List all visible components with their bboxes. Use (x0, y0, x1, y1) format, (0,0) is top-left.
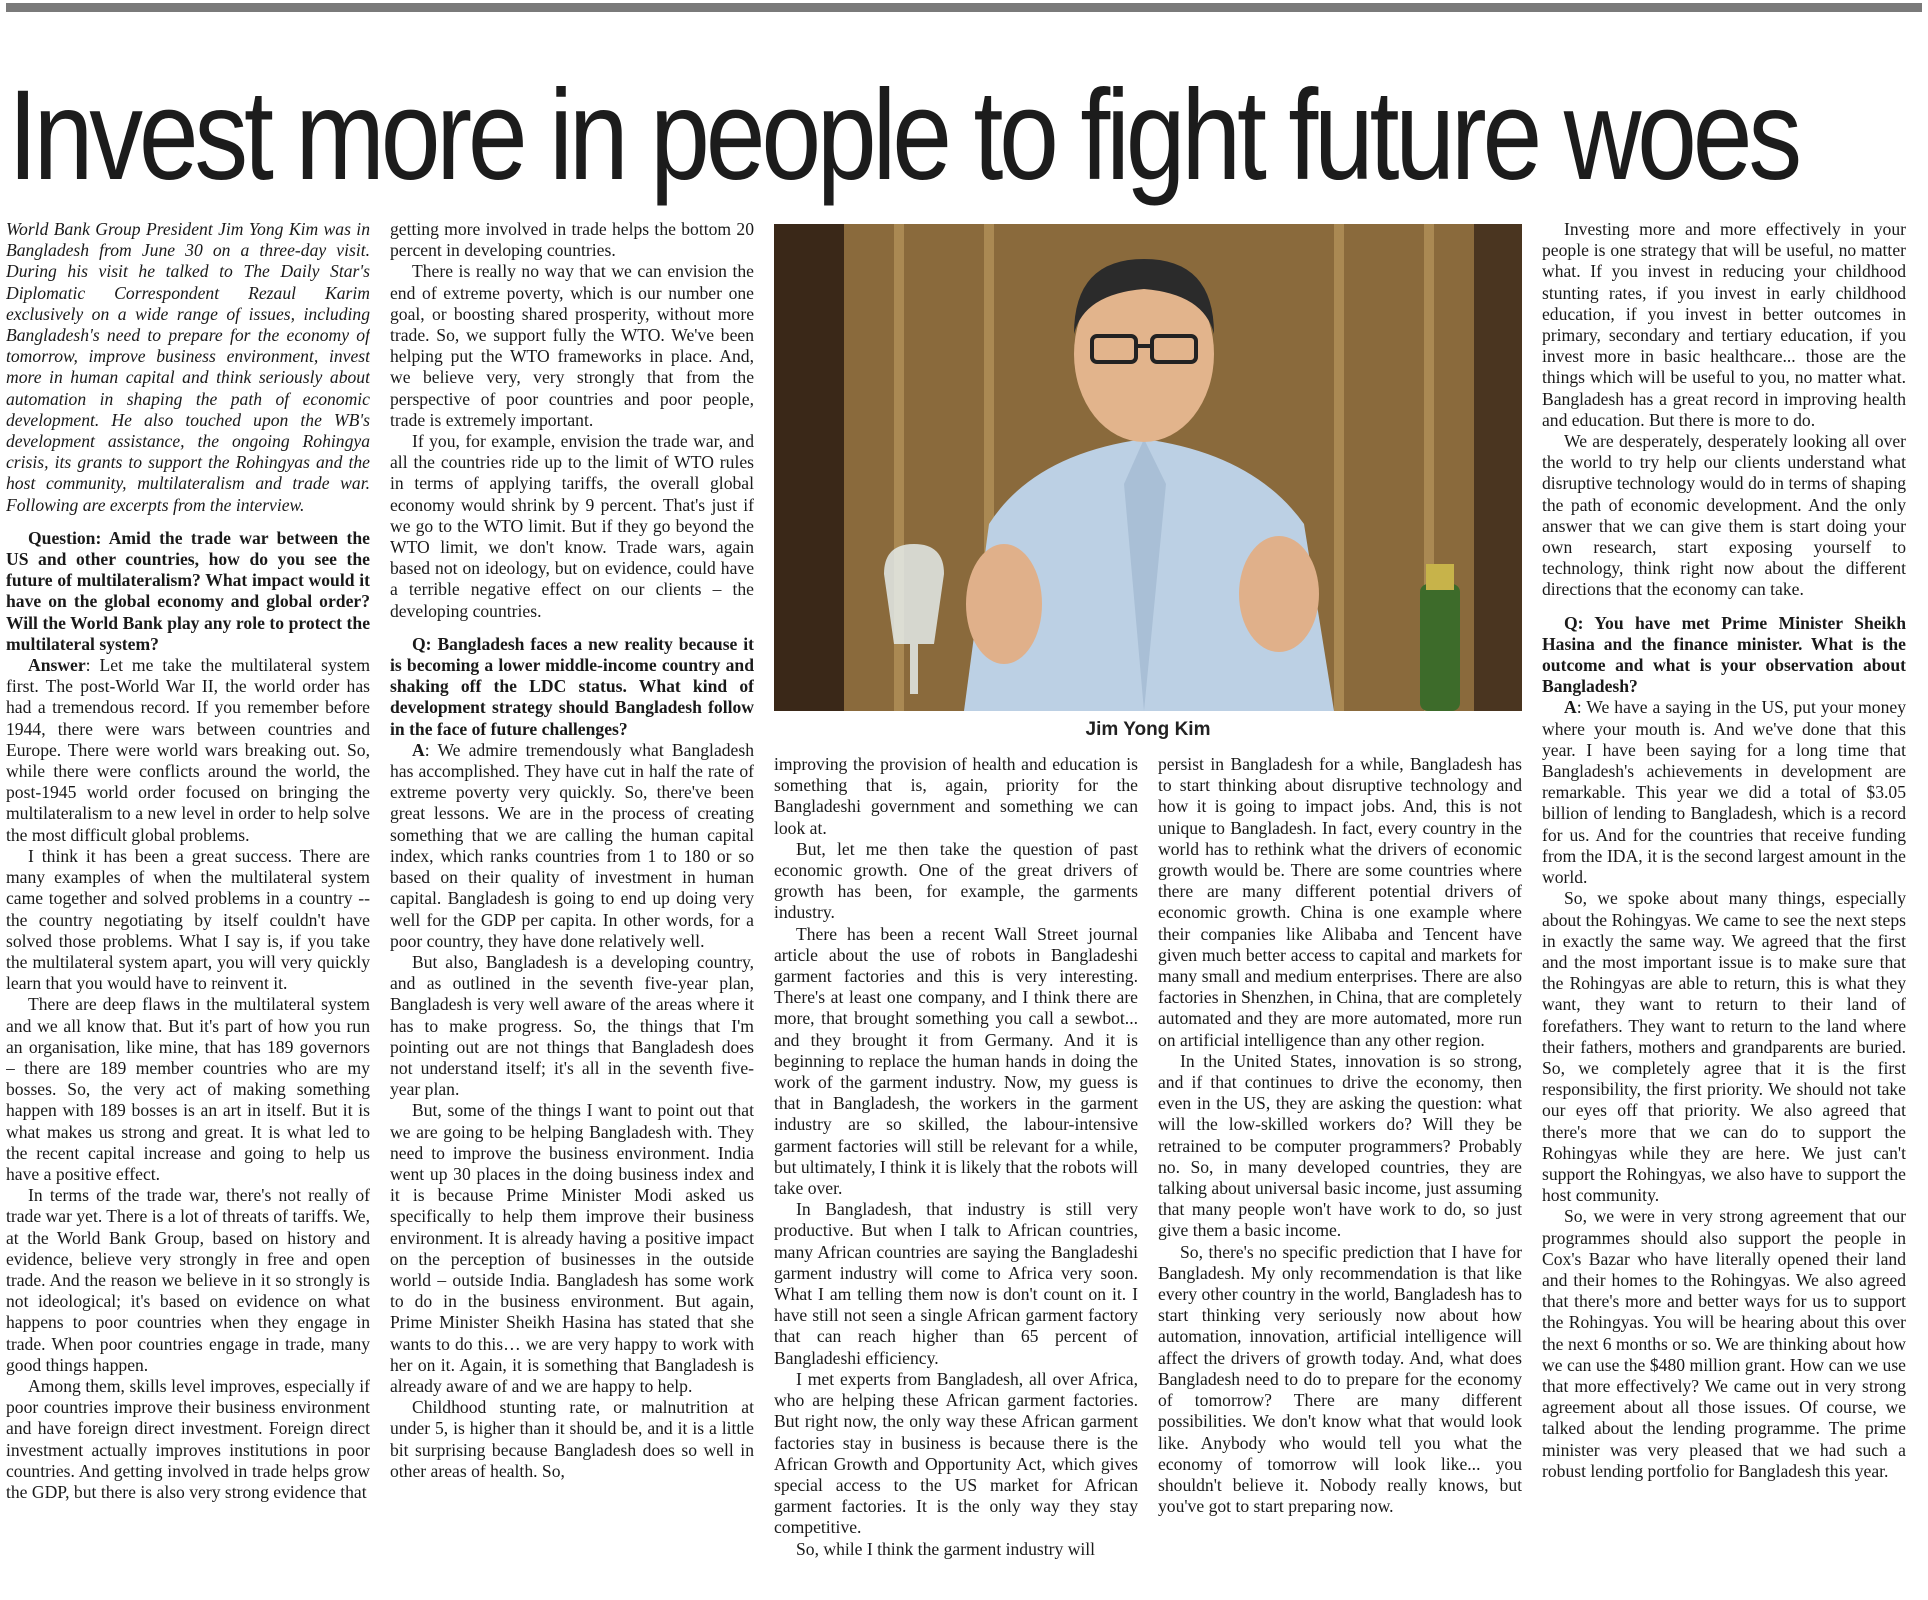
body-paragraph: If you, for example, envision the trade war, and all the countries ride up to the limit of WTO rules in terms of applying tariffs, the overall global economy would shrink by 9 percent. That's just if we go to the WTO limit. But if they go beyond the WTO limit, we don't know. Trade wars, again based not on ideology, but on evidence, could have a terrible negative effect on our clients – the developing countries. (390, 431, 754, 621)
answer-label: A (412, 739, 425, 760)
answer-text: : Let me take the multilateral system first. The post-World War II, the world order has had a tremendous record. If you remember before 1944, there were wars between countries and Europe. There were world wars breaking out. So, while there were conflicts around the world, the post-1945 world order focused on bringing the multilateralism to a new level in order to help solve the most difficult global problems. (6, 655, 370, 845)
portrait-illustration (774, 224, 1522, 711)
body-paragraph: But, some of the things I want to point out that we are going to be helping Bangladesh with. They need to improve the business environment. India went up 30 places in the doing business index and it is because Prime Minister Modi asked us specifically to help them improve their business environment. It is already having a positive impact on the perception of businesses in the outside world – outside India. Bangladesh has some work to do in the business environment. But again, Prime Minister Sheikh Hasina has stated that she wants to do this… we are very happy to work with her on it. Again, it is something that Bangladesh is already aware of and we are happy to help. (390, 1100, 754, 1396)
article-column-1 (6, 219, 370, 1597)
answer-paragraph (1542, 697, 1906, 888)
answer-text: : We have a saying in the US, put your money where your mouth is. And we've done that this year. I have been saying for a long time that Bangladesh's achievements in development are remarkable. This year we did a total of $3.05 billion of lending to Bangladesh, which is a record for us. And for the countries that receive funding from the IDA, it is the second largest amount in the world. (1542, 697, 1906, 888)
continued-paragraph: getting more involved in trade helps the bottom 20 percent in developing countries. (390, 219, 754, 261)
answer-label: Answer (28, 655, 86, 676)
answer-paragraph (390, 740, 754, 952)
body-paragraph: But, let me then take the question of past economic growth. One of the great drivers of growth has been, for example, the garments industry. (774, 838, 1138, 923)
body-paragraph: Among them, skills level improves, especially if poor countries improve their business environment and have foreign direct investment. Foreign direct investment actually improves institutions in poor countries. And getting involved in trade helps grow the GDP, but there is also very strong evidence that (6, 1375, 370, 1502)
body-paragraph: In terms of the trade war, there's not really of trade war yet. There is a lot of threats of tariffs. We, at the World Bank Group, based on history and evidence, believe very strongly in free and open trade. And the reason we believe in it so strongly is not ideological; it's based on evidence on what happens to poor countries when they engage in trade. When poor countries engage in trade, many good things happen. (6, 1185, 370, 1375)
body-paragraph: There has been a recent Wall Street journal article about the use of robots in Bangladeshi garment factories and this is very interesting. There's at least one company, and I think there are more, that brought something you call a sewbot... and they brought it from Germany. And it is beginning to replace the human hands in doing the work of the garment industry. Now, my guess is that in Bangladesh, the workers in the garment industry are so skilled, the labour-intensive garment factories will still be relevant for a while, but ultimately, I think it is likely that the robots will take over. (774, 923, 1138, 1199)
body-paragraph: I met experts from Bangladesh, all over Africa, who are helping these African garment factories. But right now, the only way these African garment factories stay in business is because there is the African Growth and Opportunity Act, which gives special access to the US market for African garment factories. It is the only way they stay competitive. (774, 1368, 1138, 1538)
article-column-2 (390, 219, 754, 1597)
continued-paragraph: persist in Bangladesh for a while, Bangladesh has to start thinking about disruptive technology and how it is going to impact jobs. And, this is not unique to Bangladesh. In fact, every country in the world has to rethink what the drivers of economic growth would be. There are some countries where there are many different potential drivers of economic growth. China is one example where their companies like Alibaba and Tencent have given much better access to capital and markets for many small and medium enterprises. There are also factories in Shenzhen, in China, that are completely automated and they are more automated, more run on artificial intelligence than any other region. (1158, 754, 1522, 1050)
article-column-4 (1158, 754, 1522, 1597)
question-paragraph: Question: Amid the trade war between the US and other countries, how do you see the future of multilateralism? What impact would it have on the global economy and global order? Will the World Bank play any role to protect the multilateral system? (6, 527, 370, 654)
interview-photo (774, 224, 1522, 711)
top-rule (6, 3, 1922, 12)
body-paragraph: So, we were in very strong agreement that our programmes should also support the people in Cox's Bazar who have literally opened their land and their homes to the Rohingyas. We also agreed that there's more and better ways for us to support the Rohingyas. You will be hearing about this over the next 6 months or so. We are thinking about how we can use the $480 million grant. How can we use that more effectively? We came out in very strong agreement about all those issues. Of course, we talked about the lending programme. The prime minister was very pleased that we had such a robust lending portfolio for Bangladesh this year. (1542, 1206, 1906, 1481)
body-paragraph: So, we spoke about many things, especially about the Rohingyas. We came to see the next steps in exactly the same way. We agreed that the first and the most important issue is to make sure that the Rohingyas are able to return, this is what they want, they want to return to their land of forefathers. They want to return to the land where their fathers, mothers and grandparents are buried. So, we completely agree that it is the first responsibility, the first priority. We should not take our eyes off that priority. We also agreed that there's more that we can do to support the Rohingyas while they are here. We just can't support the Rohingyas, we also have to support the host community. (1542, 888, 1906, 1206)
answer-text: : We admire tremendously what Bangladesh has accomplished. They have cut in half the rate of extreme poverty very quickly. So, there've been great lessons. We are in the process of creating something that we are calling the human capital index, which ranks countries from 1 to 180 or so based on their quality of investment in human capital. Bangladesh is going to end up doing very well for the GDP per capita. In other words, for a poor country, they have done relatively well. (390, 739, 754, 951)
article-column-3 (774, 754, 1138, 1597)
body-paragraph: Childhood stunting rate, or malnutrition at under 5, is higher than it should be, and it is a little bit surprising because Bangladesh does so well in other areas of health. So, (390, 1397, 754, 1481)
body-paragraph: There is really no way that we can envision the end of extreme poverty, which is our number one goal, or boosting shared prosperity, without more trade. So, we support fully the WTO. We've been helping put the WTO frameworks in place. And, we believe very, very strongly that from the perspective of poor countries and poor people, trade is extremely important. (390, 261, 754, 430)
photo-caption: Jim Yong Kim (1085, 719, 1211, 740)
body-paragraph: There are deep flaws in the multilateral system and we all know that. But it's part of how you run an organisation, like mine, that has 189 governors – there are 189 member countries who are my bosses. So, the very act of making something happen with 189 bosses is an art in itself. But it is what makes us strong and great. It is what led to the recent capital increase and going to help us have a positive effect. (6, 994, 370, 1184)
intro-paragraph: World Bank Group President Jim Yong Kim was in Bangladesh from June 30 on a three-day visit. During his visit he talked to The Daily Star's Diplomatic Correspondent Rezaul Karim exclusively on a wide range of issues, including Bangladesh's need to prepare for the economy of tomorrow, improve business environment, invest more in human capital and think seriously about automation in shaping the path of economic development. He also touched upon the WB's development assistance, the ongoing Rohingya crisis, its grants to support the Rohingyas and the host community, multilateralism and trade war. Following are excerpts from the interview. (6, 219, 370, 515)
body-paragraph: Investing more and more effectively in your people is one strategy that will be useful, no matter what. If you invest in reducing your childhood stunting rates, if you invest in early childhood education, if you invest in better outcomes in primary, secondary and tertiary education, if you invest more in basic healthcare... those are the things which will be useful to you, no matter what. Bangladesh has a great record in improving health and education. But there is more to do. (1542, 219, 1906, 430)
body-paragraph: So, while I think the garment industry will (796, 1538, 1096, 1559)
body-paragraph: But also, Bangladesh is a developing country, and as outlined in the seventh five-year plan, Bangladesh is very well aware of the areas where it has to make progress. So, the things that I'm pointing out are not things that Bangladesh does not understand itself; it's all in the seventh five-year plan. (390, 951, 754, 1100)
body-paragraph: In Bangladesh, that industry is still very productive. But when I talk to African countries, many African countries are saying the Bangladeshi garment industry will come to Africa very soon. What I am telling them now is don't count on it. I have still not seen a single African garment factory that can reach higher than 65 percent of Bangladeshi efficiency. (774, 1199, 1138, 1368)
answer-label: A (1564, 697, 1577, 718)
article-column-5 (1542, 219, 1906, 1597)
headline: Invest more in people to fight future woes (8, 64, 1798, 207)
answer-paragraph (6, 655, 370, 846)
body-paragraph: So, there's no specific prediction that I have for Bangladesh. My only recommendation is that like every other country in the world, Bangladesh has to start thinking very seriously now about how automation, innovation, artificial intelligence will affect the drivers of growth today. And, what does Bangladesh need to do to prepare for the economy of tomorrow? There are many different possibilities. We don't know what that would look like. Anybody who would tell you what the economy of tomorrow will look like... you shouldn't believe it. Nobody really knows, but you've got to start preparing now. (1158, 1241, 1522, 1517)
body-paragraph: I think it has been a great success. There are many examples of when the multilateral system came together and solved problems in a country -- the country negotiating by itself couldn't have solved those problems. What I say is, if you take the multilateral system apart, you will very quickly learn that you would have to reinvent it. (6, 845, 370, 994)
body-paragraph: We are desperately, desperately looking all over the world to try help our clients understand what disruptive technology would do in terms of shaping the path of economic development. And the only answer that we can give them is start doing your own research, start exposing yourself to technology, think right now about the different directions that the economy can take. (1542, 431, 1906, 600)
question-paragraph: Q: You have met Prime Minister Sheikh Hasina and the finance minister. What is the outcome and what is your observation about Bangladesh? (1542, 612, 1906, 697)
question-paragraph: Q: Bangladesh faces a new reality because it is becoming a lower middle-income country and shaking off the LDC status. What kind of development strategy should Bangladesh follow in the face of future challenges? (390, 633, 754, 739)
continued-paragraph: improving the provision of health and education is something that is, again, priority for the Bangladeshi government and something we can look at. (774, 754, 1138, 838)
body-paragraph: In the United States, innovation is so strong, and if that continues to drive the economy, then even in the US, they are asking the question: what will the low-skilled workers do? Will they be retrained to be computer programmers? Probably no. So, in many developed countries, they are talking about universal basic income, just assuming that many people won't have work to do, so just give them a basic income. (1158, 1050, 1522, 1241)
